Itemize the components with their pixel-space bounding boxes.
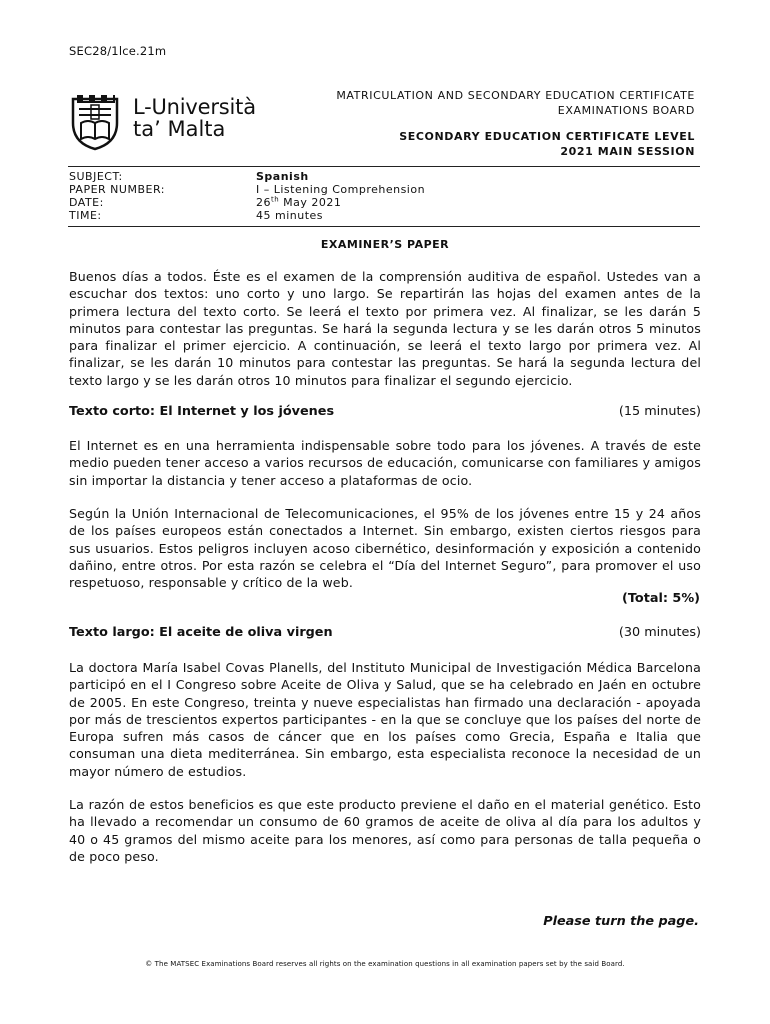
examiner-title: EXAMINER’S PAPER: [320, 238, 450, 251]
subject-label: SUBJECT:: [69, 170, 123, 183]
section2-title: Texto largo: El aceite de oliva virgen: [69, 625, 333, 640]
section1-paragraph2: Según la Unión Internacional de Telecomunicaciones, el 95% de los jóvenes entre 15 y 24 años de los países europeos están conectados a Internet. Sin embargo, existen ciertos riesgos para sus usuarios. Estos peligros incluyen acoso cibernético, desinformación y exposición a contenido dañino, entre otros. Por esta razón se celebra el “Día del Internet Seguro”, para promover el uso respetuoso, responsable y crítico de la web.: [69, 506, 701, 591]
intro-paragraph: Buenos días a todos. Éste es el examen de la comprensión auditiva de español. Ustedes van a escuchar dos textos: uno corto y uno largo. Se repartirán las hojas del examen antes de la primera lectura del texto corto. Se leerá el texto por primera vez. Al finalizar, se les darán 5 minutos para contestar las preguntas. Se hará la segunda lectura y se les darán otros 5 minutos para finalizar el primer ejercicio. A continuación, se leerá el texto largo por primera vez. Al finalizar, se les darán 10 minutos para contestar las preguntas. Se hará la segunda lectura del texto largo y se les darán otros 10 minutos para finalizar el segundo ejercicio.: [69, 269, 701, 388]
subject-value: Spanish: [256, 170, 309, 183]
board-line1: MATRICULATION AND SECONDARY EDUCATION CERTIFICATE: [336, 89, 695, 102]
date-day: 26: [256, 196, 271, 209]
top-divider: [68, 166, 700, 167]
section2-minutes: (30 minutes): [618, 625, 701, 640]
paper-number-label: PAPER NUMBER:: [69, 183, 165, 196]
section1-heading: [69, 404, 701, 419]
section2-heading: [69, 625, 701, 640]
level-line1: SECONDARY EDUCATION CERTIFICATE LEVEL: [399, 130, 695, 143]
date-rest: May 2021: [279, 196, 342, 209]
section1-paragraph1: El Internet es en una herramienta indispensable sobre todo para los jóvenes. A través de este medio pueden tener acceso a varios recursos de educación, comunicarse con familiares y amigos sin importar la distancia y tener acceso a plataformas de ocio.: [69, 438, 701, 488]
date-value: [256, 196, 556, 209]
board-line2: EXAMINATIONS BOARD: [557, 104, 695, 117]
section1-minutes: (15 minutes): [618, 404, 701, 419]
date-row: [69, 196, 556, 209]
section2-paragraph1: La doctora María Isabel Covas Planells, del Instituto Municipal de Investigación Médica Barcelona participó en el I Congreso sobre Aceite de Oliva y Salud, que se ha celebrado en Jaén en octubre de 2005. En este Congreso, treinta y nueve especialistas han firmado una declaración - apoyada por más de trescientos expertos participantes - en la que se concluye que los países del norte de Europa sufren más casos de cáncer que en los países como Grecia, España e Italia que consuman una dieta mediterránea. Sin embargo, esta especialista reconoce la necesidad de un mayor número de estudios.: [69, 660, 701, 779]
turn-page-note: Please turn the page.: [543, 914, 699, 929]
paper-details: [69, 170, 556, 222]
bottom-divider: [68, 226, 700, 227]
time-row: [69, 209, 556, 222]
section1-title: Texto corto: El Internet y los jóvenes: [69, 404, 335, 419]
logo-text-line2: ta’ Malta: [133, 117, 226, 141]
logo-text-line1: L-Università: [133, 95, 256, 119]
university-logo: [69, 93, 256, 149]
certificate-level: [399, 129, 695, 159]
paper-code: SEC28/1lce.21m: [69, 44, 167, 58]
section1-total: (Total: 5%): [622, 591, 700, 606]
time-value: 45 minutes: [256, 209, 324, 222]
copyright-footer: © The MATSEC Examinations Board reserves all rights on the examination questions in all examination papers set by the said Board.: [145, 960, 625, 968]
paper-number-row: [69, 183, 556, 196]
paper-number-value: I – Listening Comprehension: [256, 183, 426, 196]
subject-row: [69, 170, 556, 183]
date-label: DATE:: [69, 196, 104, 209]
date-suffix: th: [271, 195, 280, 204]
level-line2: 2021 MAIN SESSION: [560, 145, 695, 158]
time-label: TIME:: [69, 209, 102, 222]
board-name: [336, 88, 695, 118]
section2-paragraph2: La razón de estos beneficios es que este producto previene el daño en el material genético. Esto ha llevado a recomendar un consumo de 60 gramos de aceite de oliva al día para los adultos y 40 o 45 gramos del mismo aceite para los menores, así como para personas de talla pequeña o de poco peso.: [69, 797, 701, 864]
university-crest-icon: [69, 93, 125, 151]
